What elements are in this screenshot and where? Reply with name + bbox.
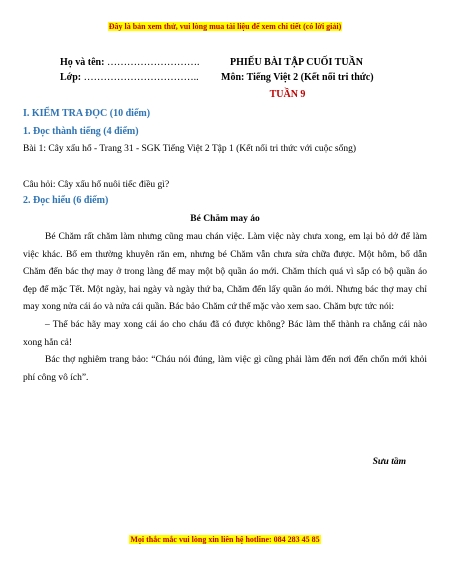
story-body — [23, 229, 427, 387]
question-1: Câu hỏi: Cây xấu hổ nuôi tiếc điều gì? — [23, 180, 170, 190]
name-dots: ………………………. — [106, 57, 200, 68]
name-label: Họ và tên: — [60, 57, 105, 68]
preview-notice-banner — [0, 22, 450, 31]
preview-notice-text: Đây là bản xem thử, vui lòng mua tài liệu để xem chi tiết (có lời giải) — [108, 22, 342, 31]
class-field — [60, 72, 199, 83]
class-label: Lớp: — [60, 72, 82, 83]
story-title: Bé Chăm may áo — [190, 214, 260, 224]
section-heading-reading-test: I. KIỂM TRA ĐỌC (10 điểm) — [23, 108, 151, 119]
hotline-banner — [0, 535, 450, 544]
hotline-text: Mọi thắc mắc vui lòng xin liên hệ hotline: 084 283 45 85 — [130, 535, 320, 544]
part-heading-read-aloud: 1. Đọc thành tiếng (4 điểm) — [23, 126, 139, 137]
week-heading — [0, 89, 450, 100]
story-source: Sưu tầm — [372, 457, 406, 467]
worksheet-title: PHIẾU BÀI TẬP CUỐI TUẦN — [230, 57, 363, 68]
week-label: TUẦN 9 — [269, 89, 306, 100]
exercise-1-text: Bài 1: Cây xấu hổ - Trang 31 - SGK Tiếng Việt 2 Tập 1 (Kết nối tri thức với cuộc sống) — [23, 144, 357, 154]
exercise-1 — [23, 141, 428, 158]
story-paragraph-2: – Thế bác hãy may xong cái áo cho cháu đã có được không? Bác làm thế thành ra chẳng cái nào xong hẳn cả! — [23, 319, 427, 348]
subject-line: Môn: Tiếng Việt 2 (Kết nối tri thức) — [221, 72, 374, 83]
part-heading-reading-comprehension: 2. Đọc hiểu (6 điểm) — [23, 195, 109, 206]
story-paragraph-1: Bé Chăm rất chăm làm nhưng cũng mau chán việc. Làm việc này chưa xong, em lại bỏ dở để làm việc khác. Bố em thường khuyên răn em, nhưng bé Chăm vẫn chưa sửa chữa được. Một hôm, bố dẫn Chăm đến bác thợ may ở trong làng để may một bộ quần áo mới. Chăm thích quá vì sắp có bộ quần áo đẹp để mặc Tết. Một ngày, hai ngày và ngày thứ ba, Chăm đến lấy quần áo mới. Nhưng bác thợ may chỉ may xong nửa cái áo và nửa cái quần. Bác bảo Chăm cứ thế mặc vào xem sao. Chăm bực tức nói: — [23, 232, 427, 313]
name-field — [60, 57, 199, 68]
class-dots: …………………………….. — [83, 72, 199, 83]
story-paragraph-3: Bác thợ nghiêm trang bảo: “Cháu nói đúng, làm việc gì cũng phải làm đến nơi đến chốn mới khỏi phí công vô ích”. — [23, 355, 427, 383]
